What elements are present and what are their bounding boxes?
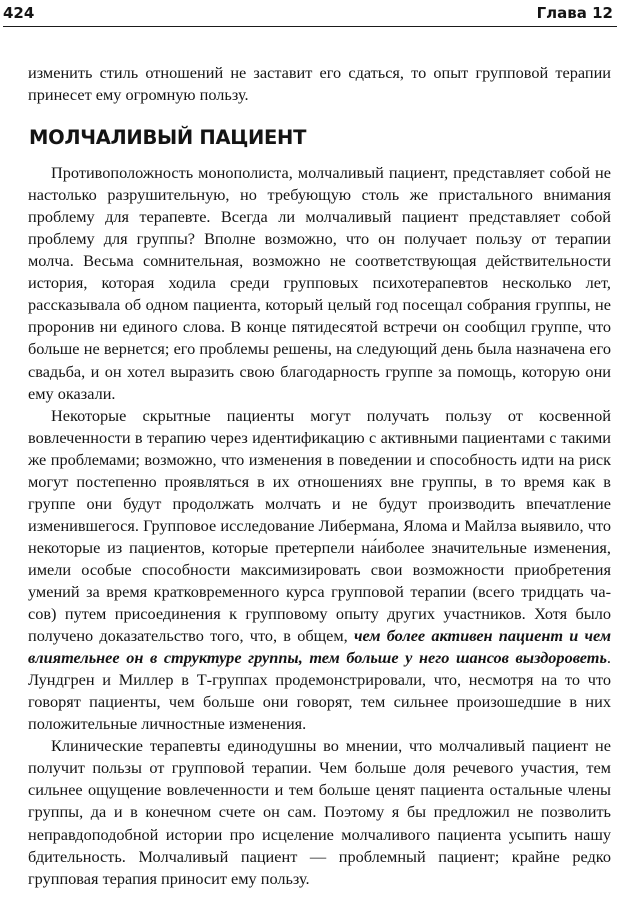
- intro-paragraph: изменить стиль отношений не заставит его сдаться, то опыт групповой терапии принесет ему огромную пользу.: [28, 63, 611, 105]
- chapter-label: Глава 12: [536, 4, 613, 22]
- paragraph-2-text-end: . Лундгрен и Миллер в Т-группах продемонстрировали, что, несмотря на то что говорят пациенты, чем больше они говорят, тем сильнее произошедшие в них положительные личностные изменения.: [28, 648, 611, 734]
- page-number: 424: [3, 4, 35, 22]
- section-heading: МОЛЧАЛИВЫЙ ПАЦИЕНТ: [29, 126, 307, 150]
- paragraph-2: [28, 405, 611, 736]
- paragraph-1: Противоположность монополиста, молчаливый пациент, представляет собой не настолько разрушительную, но требующую столь же пристального внимания проблему для терапевте. Всегда ли молчаливый пациент представляет собой проблему для группы? Вполне возможно, что он получает пользу от терапии молча. Весьма сомнительная, возможно не соответствующая действительности история, которая ходила среди групповых психотерапевтов несколько лет, рассказывала об одном пациента, который целый год посещал собрания группы, не проронив ни единого слова. В конце пятидесятой встречи он сообщил группе, что больше не вернется; его проблемы решены, на следующий день была назначена его свадьба, и он хотел выразить свою благодарность группе за помощь, которую они ему оказали.: [28, 163, 611, 403]
- running-header: [3, 2, 617, 27]
- paragraph-3: Клинические терапевты единодушны во мнении, что молчаливый пациент не получит пользы от групповой терапии. Чем больше доля речевого участия, тем сильнее ощущение вовлеченности и тем больше ценят пациента остальные члены группы, да и в конечном счете он сам. Поэтому я бы предложил не позволить неправдоподобной истории про исцеление молчаливого пациента усыпить нашу бдительность. Молчаливый пациент — проблемный пациент; крайне редко групповая терапия приносит ему пользу.: [28, 736, 611, 888]
- paragraph-2-text-start: Некоторые скрытные пациенты могут получать пользу от косвенной вовлеченности в терапию через идентификацию с активными пациентами с такими же проблемами; возможно, что изменения в поведении и способность идти на риск могут постепенно проявляться в их отношениях вне группы, в то время как в группе они будут продолжать молчать и не будут производить впечатление изменившегося. Групповое исследование Либермана, Ялома и Майлза выявило, что некоторые из пациентов, которые претерпели на́иболее значительные изменения, имели особые способности максимизировать свои возможности приобретения умений за время кратковременного курса групповой терапии (всего тридцать часов) путем присоединения к групповому опыту других участников. Хотя было получено доказательство того, что, в общем,: [28, 405, 611, 646]
- body-text: [28, 62, 611, 890]
- paragraph-2-emphasis: чем более активен пациент и чем влиятельнее он в структуре группы, тем больше у него шансов выздороветь: [28, 626, 612, 668]
